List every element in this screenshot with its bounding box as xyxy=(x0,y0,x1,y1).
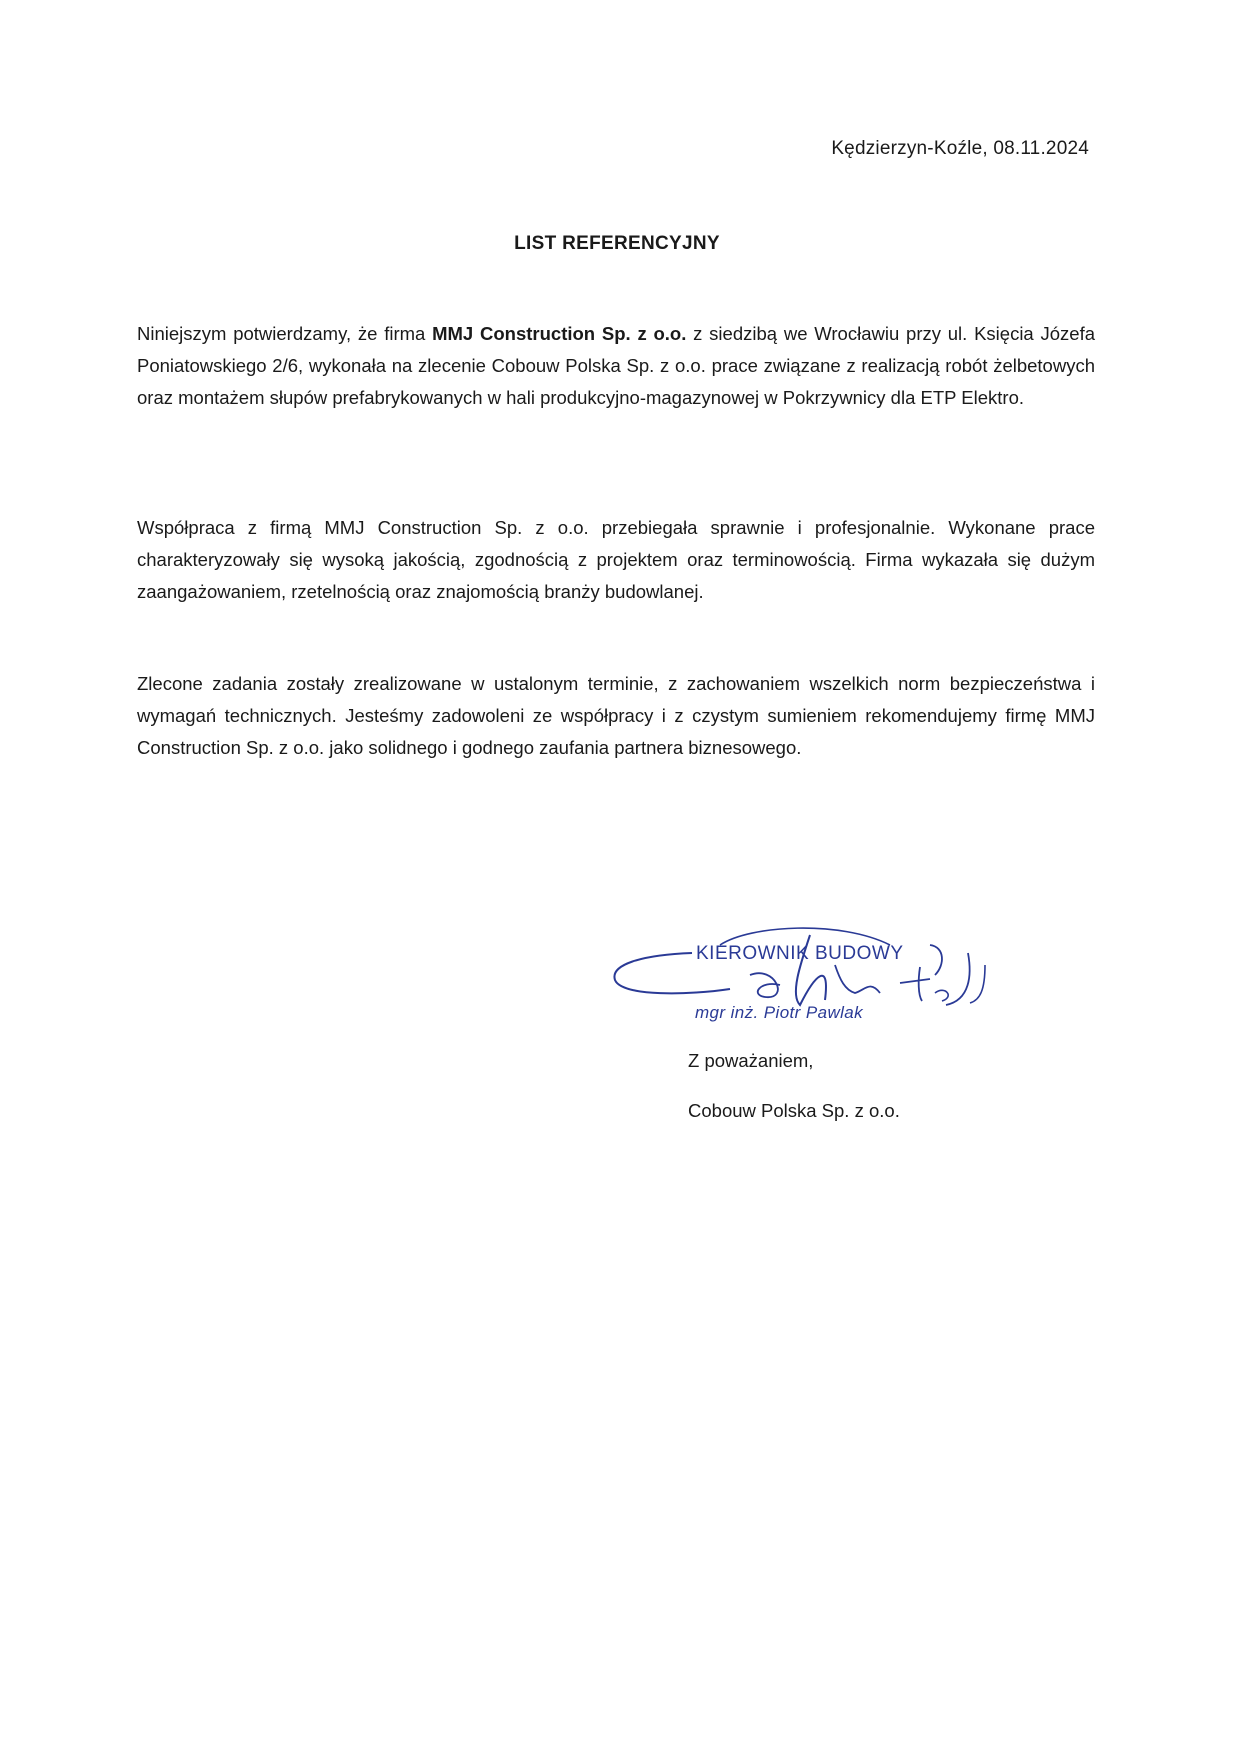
paragraph-3: Zlecone zadania zostały zrealizowane w ustalonym terminie, z zachowaniem wszelkich norm bezpieczeństwa i wymagań technicznych. Jesteśmy zadowoleni ze współpracy i z czystym sumieniem rekomendujemy firmę MMJ Construction Sp. z o.o. jako solidnego i godnego zaufania partnera biznesowego. xyxy=(137,673,1095,758)
stamp-title: KIEROWNIK BUDOWY xyxy=(696,943,904,964)
closing-regards: Z poważaniem, xyxy=(688,1050,814,1071)
stamp-signatory-name: mgr inż. Piotr Pawlak xyxy=(695,1003,864,1022)
paragraph-1-rest: z siedzibą we Wrocławiu przy ul. Księcia Józefa Poniatowskiego 2/6, wykonała na zlecenie Cobouw Polska Sp. z o.o. prace związane z realizacją robót żelbetowych oraz montażem słupów prefabrykowanych w hali produkcyjno-magazynowej w Pokrzywnicy dla ETP Elektro. xyxy=(137,323,1096,408)
closing-company: Cobouw Polska Sp. z o.o. xyxy=(688,1100,900,1121)
paragraph-1 xyxy=(137,318,1095,414)
place-and-date: Kędzierzyn-Koźle, 08.11.2024 xyxy=(831,138,1089,159)
contractor-company-name: MMJ Construction Sp. z o.o. xyxy=(432,323,687,344)
paragraph-2: Współpraca z firmą MMJ Construction Sp. z o.o. przebiegała sprawnie i profesjonalnie. Wykonane prace charakteryzowały się wysoką jakością, zgodnością z projektem oraz terminowością. Firma wykazała się dużym zaangażowaniem, rzetelnością oraz znajomością branży budowlanej. xyxy=(137,517,1095,602)
letter-title: LIST REFERENCYJNY xyxy=(514,233,720,254)
paragraph-1-intro: Niniejszym potwierdzamy, że firma xyxy=(137,323,433,344)
signature-stamp xyxy=(600,905,1000,1040)
